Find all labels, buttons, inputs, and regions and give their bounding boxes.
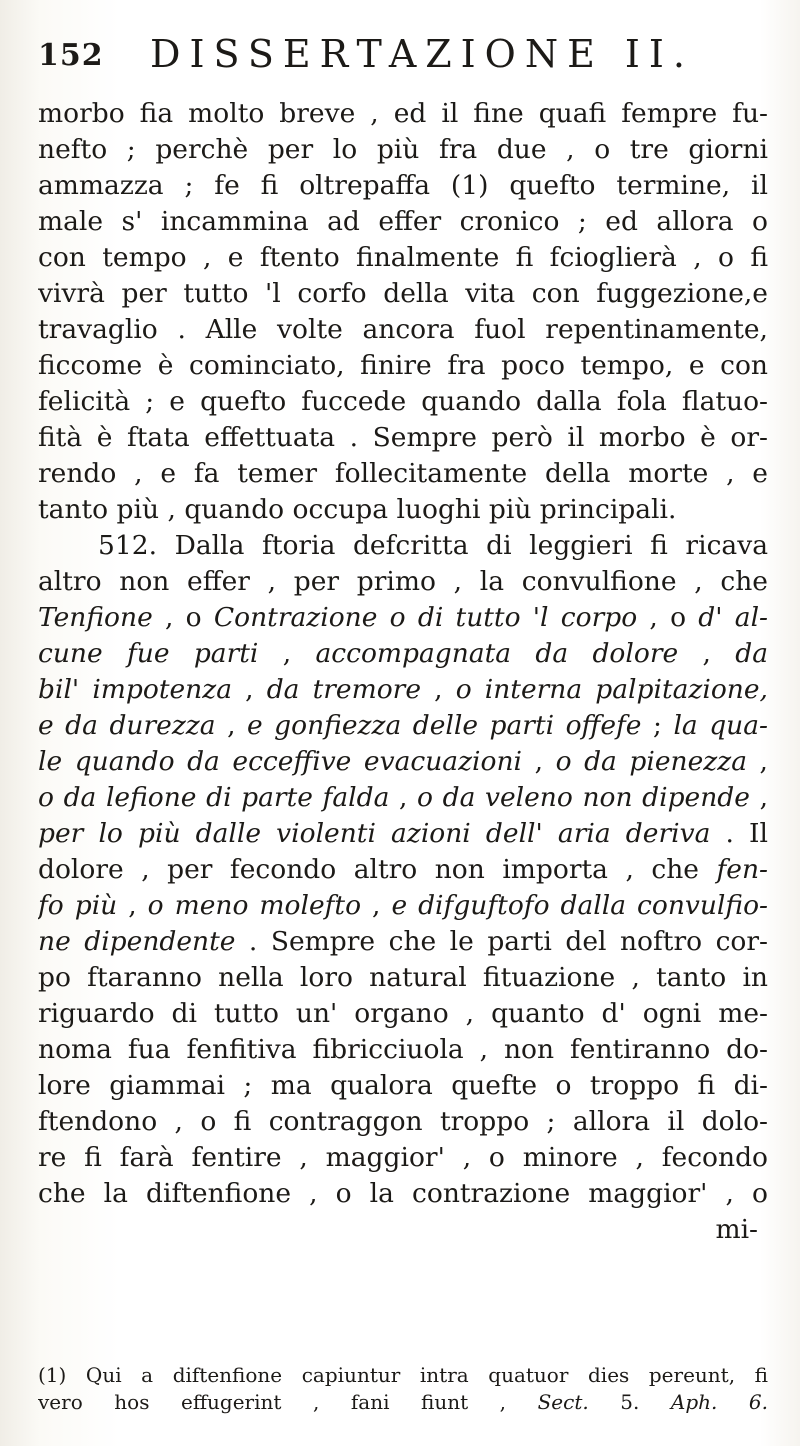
- italic-text: o interna palpitazione,: [455, 674, 768, 705]
- text-line: [38, 132, 768, 168]
- footnote-line: [38, 1362, 768, 1389]
- text-run: ,: [522, 746, 556, 777]
- text-line: [38, 168, 768, 204]
- text-run: con tempo , e ftento finalmente fi fcioglierà , o fi: [38, 242, 768, 273]
- text-line: [38, 672, 768, 708]
- text-line: [38, 636, 768, 672]
- text-run: ,: [421, 674, 456, 705]
- text-run: dolore , per fecondo altro non importa , che: [38, 854, 717, 885]
- text-line: [38, 240, 768, 276]
- text-run: noma fua fenfitiva fibricciuola , non fentiranno do-: [38, 1034, 768, 1065]
- text-line: [38, 1068, 768, 1104]
- text-run: , o: [152, 602, 214, 633]
- text-run: po ftaranno nella loro natural fituazione , tanto in: [38, 962, 768, 993]
- text-run: re fi farà fentire , maggior' , o minore , fecondo: [38, 1142, 768, 1173]
- text-run: altro non effer , per primo , la convulfione , che: [38, 566, 768, 597]
- italic-text: accompagnata da dolore: [315, 638, 679, 669]
- italic-text: e difguftofo dalla convulfio-: [391, 890, 768, 921]
- text-line: [38, 708, 768, 744]
- italic-text: d' al-: [698, 602, 768, 633]
- italic-text: cune fue parti: [38, 638, 259, 669]
- italic-text: o da veleno non dipende: [417, 782, 750, 813]
- running-head: DISSERTAZIONE II.: [150, 32, 695, 76]
- text-line: [38, 960, 768, 996]
- text-run: 5.: [588, 1390, 671, 1414]
- text-run: rendo , e fa temer follecitamente della morte , e: [38, 458, 768, 489]
- text-run: riguardo di tutto un' organo , quanto d' ogni me-: [38, 998, 768, 1029]
- italic-text: o da pienezza: [555, 746, 747, 777]
- text-line: [38, 96, 768, 132]
- text-line: [38, 816, 768, 852]
- italic-text: le quando da ecceffive evacuazioni: [38, 746, 523, 777]
- text-line: [38, 456, 768, 492]
- text-line: [38, 420, 768, 456]
- page-number: 152: [38, 38, 104, 73]
- text-line: [38, 312, 768, 348]
- text-line: [38, 1176, 768, 1212]
- italic-text: per lo più dalle violenti azioni dell' aria deriva: [38, 818, 711, 849]
- text-run: male s' incammina ad effer cronico ; ed allora o: [38, 206, 768, 237]
- italic-text: o da lefione di parte falda: [38, 782, 390, 813]
- text-run: ammazza ; fe fi oltrepaffa (1) quefto termine, il: [38, 170, 768, 201]
- text-run: (1) Qui a diftenfione capiuntur intra quatuor dies pereunt, fi: [38, 1363, 768, 1387]
- text-run: travaglio . Alle volte ancora fuol repentinamente,: [38, 314, 768, 345]
- text-line: [38, 528, 768, 564]
- text-line: [38, 600, 768, 636]
- catchword: [38, 1212, 768, 1248]
- text-run: 512. Dalla ftoria defcritta di leggieri fi ricava: [98, 530, 768, 561]
- page-header: [38, 22, 768, 82]
- italic-text: Sect.: [537, 1390, 589, 1414]
- text-line: [38, 384, 768, 420]
- text-line: [38, 1104, 768, 1140]
- italic-text: o meno molefto: [147, 890, 362, 921]
- italic-text: da tremore: [266, 674, 422, 705]
- text-run: ficcome è cominciato, finire fra poco tempo, e con: [38, 350, 768, 381]
- text-run: ,: [678, 638, 736, 669]
- text-run: felicità ; e quefto fuccede quando dalla fola flatuo-: [38, 386, 768, 417]
- text-run: ,: [361, 890, 392, 921]
- text-run: . Sempre che le parti del noftro cor-: [235, 926, 768, 957]
- text-line: [38, 744, 768, 780]
- text-line: [38, 996, 768, 1032]
- text-line: [38, 888, 768, 924]
- italic-text: bil' impotenza: [38, 674, 233, 705]
- text-line: [38, 276, 768, 312]
- text-run: ,: [117, 890, 148, 921]
- text-run: vivrà per tutto 'l corfo della vita con fuggezione,e: [38, 278, 768, 309]
- text-run: ,: [747, 746, 768, 777]
- text-run: , o: [637, 602, 699, 633]
- italic-text: fen-: [716, 854, 768, 885]
- text-run: fità è ftata effettuata . Sempre però il morbo è or-: [38, 422, 768, 453]
- text-run: ,: [215, 710, 247, 741]
- body-text: [38, 96, 768, 1248]
- italic-text: e da durezza: [38, 710, 216, 741]
- text-run: ,: [389, 782, 418, 813]
- text-run: tanto più , quando occupa luoghi più principali.: [38, 494, 677, 525]
- text-run: ftendono , o fi contraggon troppo ; allora il dolo-: [38, 1106, 768, 1137]
- text-run: vero hos effugerint , fani fiunt ,: [38, 1390, 538, 1414]
- text-run: ;: [641, 710, 674, 741]
- text-run: ,: [258, 638, 316, 669]
- footnote-line: [38, 1389, 768, 1416]
- italic-text: Contrazione o di tutto 'l corpo: [213, 602, 638, 633]
- italic-text: e gonfiezza delle parti offefe: [247, 710, 642, 741]
- text-line: [38, 924, 768, 960]
- text-run: nefto ; perchè per lo più fra due , o tre giorni: [38, 134, 768, 165]
- text-run: morbo fia molto breve , ed il fine quafi fempre fu-: [38, 98, 768, 129]
- text-line: [38, 348, 768, 384]
- text-run: lore giammai ; ma qualora quefte o troppo fi di-: [38, 1070, 768, 1101]
- italic-text: Tenfione: [38, 602, 153, 633]
- italic-text: Aph. 6.: [670, 1390, 768, 1414]
- text-run: ,: [749, 782, 768, 813]
- text-line: [38, 852, 768, 888]
- text-line: [38, 492, 768, 528]
- text-run: che la diftenfione , o la contrazione maggior' , o: [38, 1178, 768, 1209]
- italic-text: la qua-: [673, 710, 768, 741]
- italic-text: ne dipendente: [38, 926, 236, 957]
- footnote: [38, 1362, 768, 1416]
- text-line: [38, 564, 768, 600]
- text-run: ,: [232, 674, 267, 705]
- italic-text: da: [735, 638, 768, 669]
- text-line: [38, 1032, 768, 1068]
- text-run: mi-: [715, 1214, 758, 1245]
- italic-text: fo più: [38, 890, 118, 921]
- text-line: [38, 1140, 768, 1176]
- text-run: . Il: [710, 818, 768, 849]
- text-line: [38, 204, 768, 240]
- text-line: [38, 780, 768, 816]
